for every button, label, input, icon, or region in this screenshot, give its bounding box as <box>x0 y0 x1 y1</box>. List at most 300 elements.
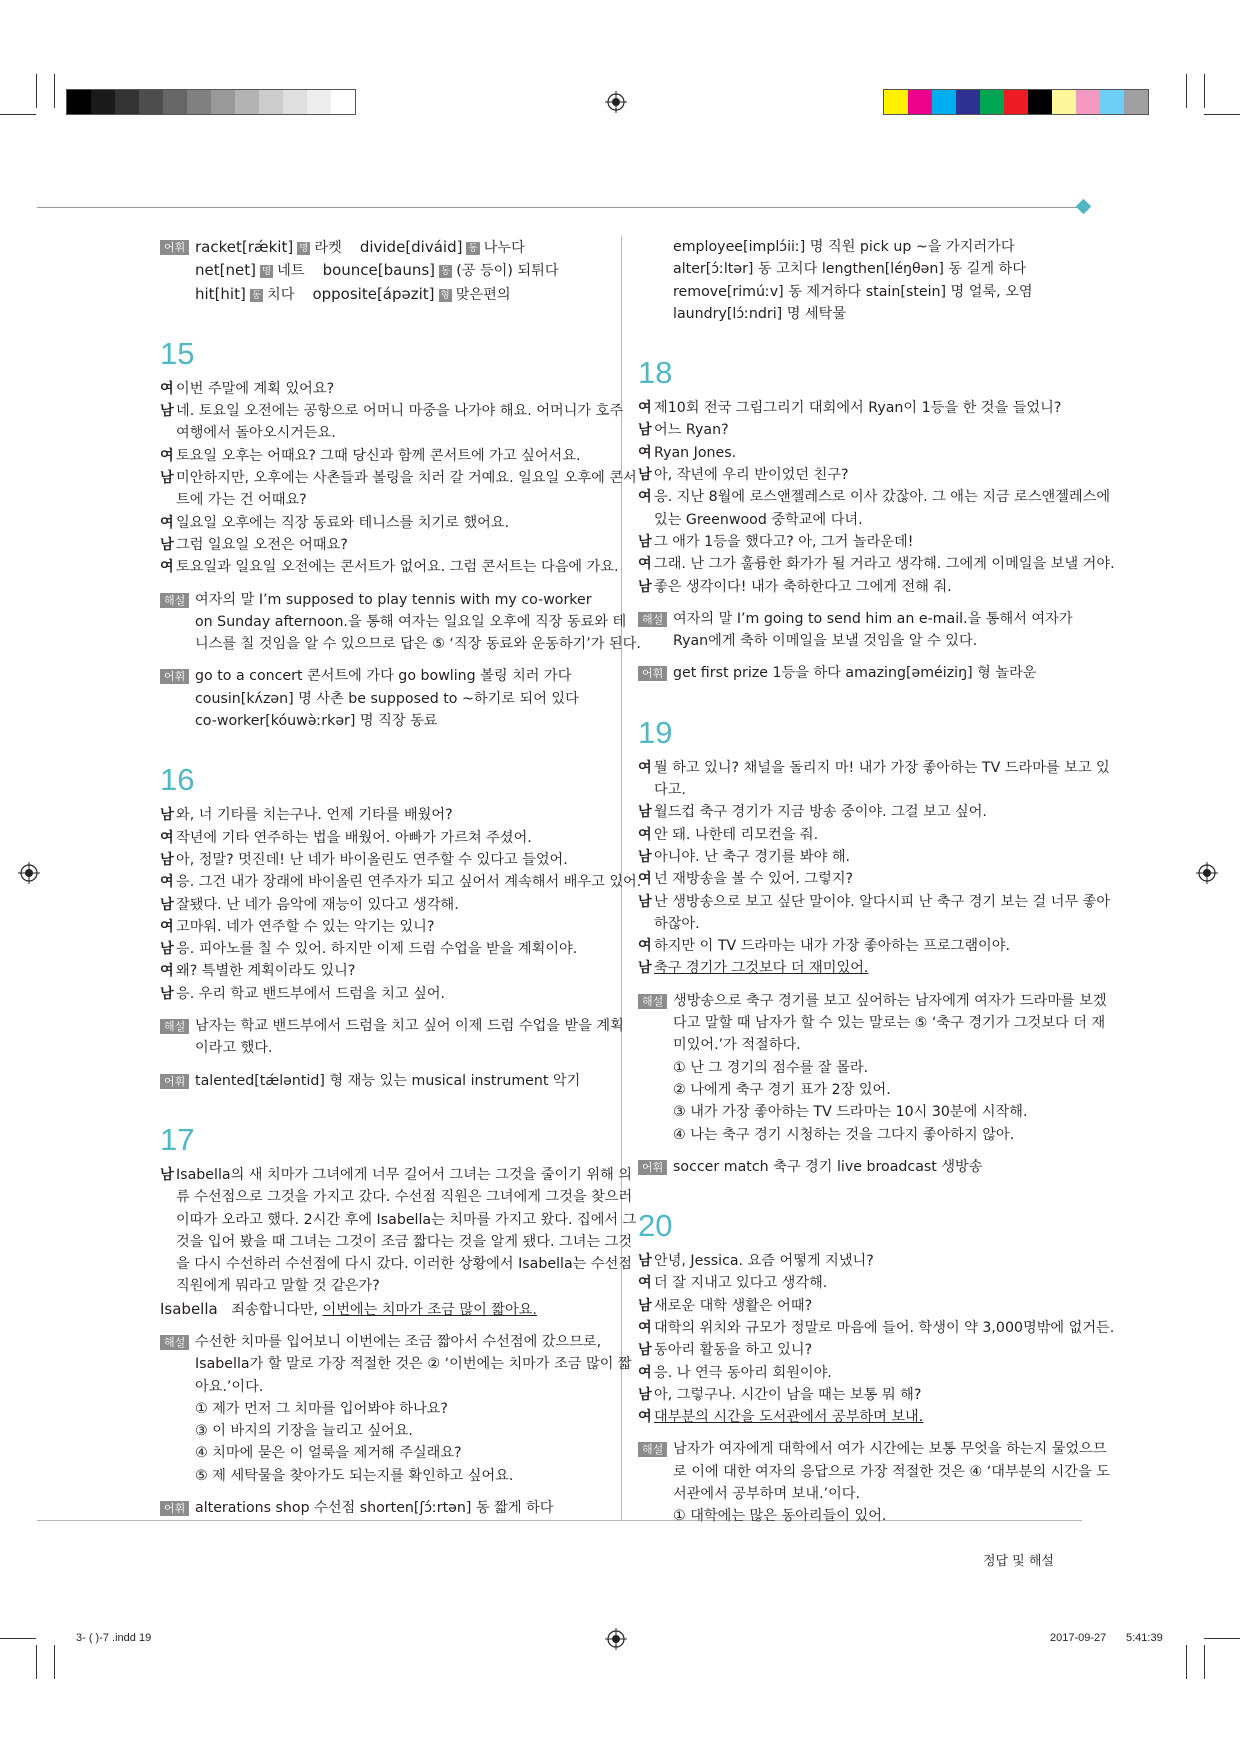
dialogue-line <box>638 757 1110 779</box>
explanation-line <box>160 633 641 655</box>
dialogue-text: 있는 Greenwood 중학교에 다녀. <box>654 511 863 528</box>
vocab-ipa: [diváid] <box>405 238 463 256</box>
color-swatch <box>307 90 331 114</box>
vocab-block <box>160 1070 610 1092</box>
color-swatch <box>91 90 115 114</box>
speaker-label: 남 <box>638 804 652 821</box>
dialogue-line <box>160 1275 610 1297</box>
registration-target-icon <box>18 862 40 884</box>
dialogue-text: 직원에게 뭐라고 말할 것 같은가? <box>176 1278 380 1295</box>
color-swatch <box>908 90 932 114</box>
vocab-meaning: 네트 <box>277 263 305 280</box>
registration-target-icon <box>1196 862 1218 884</box>
explanation-line <box>638 1012 1106 1034</box>
dialogue-line <box>638 1272 1088 1294</box>
crop-mark <box>1186 74 1187 108</box>
dialogue-line <box>638 442 1088 464</box>
color-swatch <box>1100 90 1124 114</box>
dialogue-line <box>160 916 610 938</box>
vocab-label: 어휘 <box>160 1501 189 1516</box>
speaker-label: 남 <box>160 1166 174 1183</box>
color-swatch <box>884 90 908 114</box>
vocab-word: hit <box>195 284 215 303</box>
dialogue-text: 와, 너 기타를 치는구나. 언제 기타를 배웠어? <box>176 807 453 824</box>
vocab-ipa: [rǽkit] <box>241 238 294 256</box>
dialogue-text: 이번 주말에 계획 있어요? <box>176 380 335 397</box>
explanation-text: ④ 나는 축구 경기 시청하는 것을 그다지 좋아하지 않아. <box>673 1126 1015 1143</box>
speaker-label: 남 <box>160 536 174 553</box>
speaker-label: 여 <box>160 918 174 935</box>
explanation-text: 남자가 여자에게 대학에서 여가 시간에는 보통 무엇을 하는지 물었으므 <box>673 1441 1107 1458</box>
dialogue-text: 그래. 난 그가 훌륭한 화가가 될 거라고 생각해. 그에게 이메일을 보낼 거야. <box>654 556 1115 573</box>
footer-time: 5:41:39 <box>1126 1632 1163 1644</box>
dialogue <box>638 397 1115 598</box>
speaker-label: 남 <box>638 533 652 550</box>
speaker-label: 여 <box>638 489 652 506</box>
dialogue-line <box>160 1186 633 1208</box>
explanation-label: 해설 <box>160 593 189 608</box>
crop-mark <box>1186 1645 1187 1679</box>
vocab-text: co-worker[kóuwə̀ːrkər] 명 직장 동료 <box>195 713 438 730</box>
explanation-text: ③ 이 바지의 기장을 늘리고 싶어요. <box>195 1423 413 1440</box>
explanation-line <box>638 1057 1088 1079</box>
dialogue-text: 일요일 오후에는 직장 동료와 테니스를 치기로 했어요. <box>176 514 510 531</box>
dialogue <box>160 804 642 1005</box>
color-swatch <box>956 90 980 114</box>
dialogue-line <box>638 913 1088 935</box>
dialogue-line <box>638 846 1088 868</box>
dialogue-text: 대학의 위치와 규모가 정말로 마음에 들어. 학생이 약 3,000명밖에 없거든. <box>654 1319 1115 1336</box>
dialogue-text: 월드컵 축구 경기가 지금 방송 중이야. 그걸 보고 싶어. <box>654 804 987 821</box>
vocab-word: racket <box>195 238 242 256</box>
question-number: 19 <box>638 714 673 750</box>
question-number: 16 <box>160 762 195 798</box>
dialogue-text: 하잖아. <box>654 915 700 932</box>
explanation-text: 남자는 학교 밴드부에서 드럼을 치고 싶어 이제 드럼 수업을 받을 계획 <box>195 1018 624 1035</box>
explanation-line <box>638 1079 1088 1101</box>
explanation-line <box>638 1461 1110 1483</box>
explanation-line <box>638 608 1088 630</box>
vocab-meaning: 치다 <box>267 286 295 303</box>
vocab-line <box>160 710 610 732</box>
vocab-line: laundry[lɔ́ːndri] 명 세탁물 <box>673 305 847 322</box>
footer-file: 3- ( )-7 .indd 19 <box>76 1632 152 1644</box>
dialogue-line <box>160 1231 633 1253</box>
vocab-block <box>638 236 1088 325</box>
explanation-text: 이라고 했다. <box>195 1040 273 1057</box>
dialogue-text: 고마워. 네가 연주할 수 있는 악기는 있니? <box>176 918 435 935</box>
explanation-line <box>638 1438 1107 1460</box>
explanation-line <box>160 589 610 611</box>
vocab-line: alter[ɔ́ːltər] 동 고치다 lengthen[léŋθən] 동 길게 하다 <box>673 261 1026 278</box>
color-swatch <box>187 90 211 114</box>
speaker-label: 여 <box>638 826 652 843</box>
right-column <box>638 236 1115 1528</box>
explanation-line <box>160 611 627 633</box>
vocab-line: employee[implɔ́iiː] 명 직원 pick up ~을 가지러가다 <box>673 239 1015 255</box>
part-of-speech: 형 <box>440 289 450 301</box>
explanation-text: 로 이에 대한 여자의 응답으로 가장 적절한 것은 ④ ‘대부분의 시간을 도 <box>673 1463 1110 1480</box>
dialogue-text: 아, 작년에 우리 반이었던 친구? <box>654 467 849 484</box>
vocab-label: 어휘 <box>638 666 667 681</box>
dialogue-text: 아, 그렇구나. 시간이 남을 때는 보통 뭐 해? <box>654 1386 922 1403</box>
dialogue-text: 뭘 하고 있니? 채널을 돌리지 마! 내가 가장 좋아하는 TV 드라마를 보고 있 <box>654 759 1110 776</box>
color-swatch <box>235 90 259 114</box>
explanation-line <box>638 1505 1088 1527</box>
dialogue-line <box>160 1209 637 1231</box>
header-rule <box>37 207 1085 208</box>
explanation-text: ② 나에게 축구 경기 표가 2장 있어. <box>673 1081 891 1098</box>
color-swatch <box>331 90 355 114</box>
dialogue-line <box>160 827 610 849</box>
dialogue-text: 새로운 대학 생활은 어때? <box>654 1297 813 1314</box>
dialogue-line <box>638 1384 1088 1406</box>
dialogue-line <box>638 891 1111 913</box>
header-diamond-icon <box>1076 199 1092 215</box>
dialogue-text: 그럼 일요일 오전은 어때요? <box>176 536 348 553</box>
speaker-label: 남 <box>638 848 652 865</box>
question-20 <box>638 1208 1115 1528</box>
dialogue-text: 아니야. 난 축구 경기를 봐야 해. <box>654 848 851 865</box>
explanation <box>160 1015 624 1060</box>
vocab-line <box>638 662 1088 684</box>
dialogue-line <box>160 467 637 489</box>
dialogue-text: 미안하지만, 오후에는 사촌들과 볼링을 치러 갈 거예요. 일요일 오후에 콘서 <box>176 470 637 487</box>
speaker-label: 여 <box>638 871 652 888</box>
dialogue-text: 좋은 생각이다! 내가 축하한다고 그에게 전해 줘. <box>654 578 952 595</box>
dialogue-line <box>638 1317 1115 1339</box>
question-18 <box>638 355 1115 685</box>
dialogue-line <box>160 556 619 578</box>
speaker-label: 남 <box>160 470 174 487</box>
speaker-label: 남 <box>638 1297 652 1314</box>
question-16 <box>160 762 642 1092</box>
crop-mark <box>1204 114 1240 115</box>
dialogue-text: 이따가 오라고 했다. 2시간 후에 Isabella는 치마를 가지고 왔다. 집에서 그 <box>176 1211 637 1228</box>
explanation-text: 아요.’이다. <box>195 1378 264 1395</box>
dialogue <box>638 757 1111 958</box>
vocab-text: soccer match 축구 경기 live broadcast 생방송 <box>673 1158 983 1175</box>
vocab-ipa: [hit] <box>214 284 246 303</box>
dialogue-text: 여행에서 돌아오시거든요. <box>176 425 336 442</box>
dialogue-text: 토요일 오후는 어때요? 그때 당신과 함께 콘서트에 가고 싶어서요. <box>176 447 581 464</box>
dialogue-line <box>638 509 1088 531</box>
color-swatch <box>980 90 1004 114</box>
explanation-line <box>638 1101 1088 1123</box>
vocab-block <box>160 1497 610 1519</box>
explanation-line <box>160 1353 632 1375</box>
dialogue-line <box>160 1164 633 1186</box>
dialogue-text: 응. 피아노를 칠 수 있어. 하지만 이제 드럼 수업을 받을 계획이야. <box>176 941 578 958</box>
dialogue-line <box>638 935 1088 957</box>
part-of-speech: 동 <box>468 243 478 254</box>
crop-mark <box>0 114 36 115</box>
dialogue-line <box>160 804 610 826</box>
speaker-label: 여 <box>638 1319 652 1336</box>
dialogue-text: 동아리 활동을 하고 있니? <box>654 1342 813 1359</box>
part-of-speech: 동 <box>441 266 451 278</box>
question-19 <box>638 714 1111 1178</box>
vocab-line <box>160 665 610 687</box>
vocab-label: 어휘 <box>160 240 189 255</box>
footer-date: 2017-09-27 <box>1050 1632 1107 1644</box>
dialogue-line <box>160 378 610 400</box>
question-15 <box>160 335 641 732</box>
vocab-line <box>160 688 610 710</box>
part-of-speech: 명 <box>299 243 309 254</box>
question-number: 20 <box>638 1208 673 1244</box>
speaker-label: 여 <box>160 963 174 980</box>
dialogue-text: 류 수선점으로 그것을 가지고 갔다. 수선점 직원은 그녀에게 그것을 찾으러 <box>176 1189 633 1206</box>
vocab-line <box>160 1497 610 1519</box>
vocab-word: net <box>195 261 220 280</box>
answer-underlined: 이번에는 치마가 조금 많이 짧아요. <box>322 1301 537 1318</box>
explanation-text: Isabella가 할 말로 가장 적절한 것은 ② ‘이번에는 치마가 조금 많이 짧 <box>195 1356 632 1373</box>
explanation-text: 다고 말할 때 남자가 할 수 있는 말로는 ⑤ ‘축구 경기가 그것보다 더 재 <box>673 1015 1106 1032</box>
explanation-line <box>160 1420 610 1442</box>
crop-mark <box>36 74 37 108</box>
speaker-label: Isabella <box>160 1299 218 1318</box>
dialogue-line <box>638 868 1088 890</box>
explanation-text: ① 제가 먼저 그 치마를 입어봐야 하나요? <box>195 1400 448 1417</box>
speaker-label: 남 <box>160 941 174 958</box>
explanation-text: on Sunday afternoon.을 통해 여자는 일요일 오후에 직장 동료와 테 <box>195 613 627 630</box>
dialogue-text: 아, 정말? 멋진데! 난 네가 바이올린도 연주할 수 있다고 들었어. <box>176 851 568 868</box>
speaker-label: 여 <box>638 1364 652 1381</box>
dialogue-line <box>160 489 610 511</box>
dialogue-text: 응. 지난 8월에 로스앤젤레스로 이사 갔잖아. 그 애는 지금 로스앤젤레스에 <box>654 489 1111 506</box>
crop-mark <box>54 1645 55 1679</box>
explanation-line <box>160 1376 610 1398</box>
explanation <box>160 1331 632 1487</box>
vocab-block <box>638 662 1088 684</box>
dialogue-text: Ryan Jones. <box>654 444 737 461</box>
vocab-meaning: (공 등이) 되튀다 <box>456 263 559 280</box>
crop-mark <box>1204 1645 1205 1679</box>
speaker-label: 남 <box>638 1342 652 1359</box>
speaker-label: 여 <box>638 1409 652 1426</box>
speaker-label: 남 <box>160 851 174 868</box>
color-swatch <box>283 90 307 114</box>
part-of-speech: 명 <box>261 266 272 278</box>
explanation-text: 여자의 말 I’m supposed to play tennis with my co-worker <box>195 591 592 608</box>
dialogue-line <box>638 576 1088 598</box>
dialogue-line <box>638 464 1088 486</box>
page-label: 정답 및 해설 <box>982 1554 1054 1569</box>
explanation-text: 생방송으로 축구 경기를 보고 싶어하는 남자에게 여자가 드라마를 보겠 <box>673 992 1107 1009</box>
part-of-speech: 동 <box>251 289 262 301</box>
question-number: 17 <box>160 1121 195 1157</box>
speaker-label: 여 <box>638 938 652 955</box>
vocab-text: alterations shop 수선점 shorten[ʃɔ́ːrtən] 동 짧게 하다 <box>195 1500 554 1517</box>
explanation-line <box>638 990 1107 1012</box>
vocab-meaning: 라켓 <box>314 240 342 256</box>
crop-mark <box>54 74 55 108</box>
explanation <box>638 1438 1110 1527</box>
speaker-label: 여 <box>160 447 174 464</box>
crop-mark <box>36 1645 37 1679</box>
dialogue-text: 난 생방송으로 보고 싶단 말이야. 알다시피 난 축구 경기 보는 걸 너무 좋아 <box>654 893 1111 910</box>
dialogue-line <box>160 422 610 444</box>
color-swatch <box>932 90 956 114</box>
dialogue-text: 것을 입어 봤을 때 그녀는 그것이 조금 짧다는 것을 알게 됐다. 그녀는 그것 <box>176 1233 633 1250</box>
dialogue-line <box>638 553 1115 575</box>
color-swatch <box>115 90 139 114</box>
color-swatch <box>1076 90 1100 114</box>
dialogue-text: 더 잘 지내고 있다고 생각해. <box>654 1275 828 1292</box>
answer-line <box>638 1406 1088 1428</box>
dialogue-line <box>638 531 1088 553</box>
vocab-block <box>638 1156 1088 1178</box>
explanation-line <box>160 1398 610 1420</box>
speaker-label: 여 <box>638 556 652 573</box>
dialogue-text: 어느 Ryan? <box>654 422 729 439</box>
dialogue-line <box>160 894 610 916</box>
question-number: 15 <box>160 335 195 371</box>
dialogue-text: 작년에 기타 연주하는 법을 배웠어. 아빠가 가르쳐 주셨어. <box>176 829 532 846</box>
explanation-label: 해설 <box>638 994 667 1009</box>
speaker-label: 남 <box>160 896 174 913</box>
dialogue-text: 다고. <box>654 782 686 799</box>
speaker-label: 여 <box>638 444 652 461</box>
dialogue-line <box>160 938 610 960</box>
dialogue-text: 잘됐다. 난 네가 음악에 재능이 있다고 생각해. <box>176 896 459 913</box>
dialogue <box>638 1250 1115 1406</box>
color-swatch <box>1124 90 1148 114</box>
explanation-text: ① 난 그 경기의 점수를 잘 몰라. <box>673 1059 869 1076</box>
vocab-text: go to a concert 콘서트에 가다 go bowling 볼링 치러 가다 <box>195 668 572 685</box>
grayscale-color-bar <box>66 89 356 115</box>
vocab-line <box>160 1070 610 1092</box>
dialogue-text: 안녕, Jessica. 요즘 어떻게 지냈니? <box>654 1253 874 1270</box>
vocab-block <box>160 236 610 306</box>
answer-underlined: 대부분의 시간을 도서관에서 공부하며 보내. <box>654 1409 924 1426</box>
vocab-line <box>638 1156 1088 1178</box>
answer-line <box>160 1298 610 1321</box>
explanation-line <box>160 1015 624 1037</box>
speaker-label: 남 <box>638 960 652 977</box>
explanation <box>638 608 1088 653</box>
vocab-text: talented[tǽləntid] 형 재능 있는 musical instrument 악기 <box>195 1072 581 1089</box>
color-swatch <box>1004 90 1028 114</box>
explanation-line <box>160 1037 610 1059</box>
speaker-label: 남 <box>160 807 174 824</box>
explanation-text: 미있어.’가 적절하다. <box>673 1037 801 1054</box>
dialogue-line <box>638 486 1111 508</box>
speaker-label: 여 <box>638 400 652 417</box>
explanation-text: 여자의 말 I’m going to send him an e-mail.을 통해서 여자가 <box>673 610 1073 627</box>
dialogue-line <box>638 801 1088 823</box>
dialogue-line <box>638 1339 1088 1361</box>
dialogue-text: 트에 가는 건 어때요? <box>176 492 307 509</box>
dialogue-text: 그 애가 1등을 했다고? 아, 그거 놀라운데! <box>654 533 914 550</box>
explanation-line <box>638 1124 1088 1146</box>
speaker-label: 여 <box>160 874 174 891</box>
dialogue-text: 응. 우리 학교 밴드부에서 드럼을 치고 싶어. <box>176 985 446 1002</box>
dialogue-text: 넌 재방송을 볼 수 있어. 그렇지? <box>654 871 854 888</box>
speaker-label: 남 <box>638 1386 652 1403</box>
vocab-block <box>160 665 610 732</box>
dialogue-text: 응. 나 연극 동아리 회원이야. <box>654 1364 832 1381</box>
explanation-label: 해설 <box>638 612 667 627</box>
explanation-text: 니스를 칠 것임을 알 수 있으므로 답은 ⑤ ‘직장 동료와 운동하기’가 된다. <box>195 636 641 653</box>
speaker-label: 여 <box>160 559 174 576</box>
vocab-word: divide <box>359 238 406 256</box>
speaker-label: 남 <box>638 467 652 484</box>
explanation-text: ⑤ 제 세탁물을 찾아가도 되는지를 확인하고 싶어요. <box>195 1467 514 1484</box>
dialogue-text: 하지만 이 TV 드라마는 내가 가장 좋아하는 프로그램이야. <box>654 938 1010 955</box>
question-17 <box>160 1121 637 1519</box>
speaker-label: 남 <box>160 985 174 1002</box>
explanation-line <box>160 1331 610 1353</box>
explanation-label: 해설 <box>160 1335 189 1350</box>
explanation-line <box>638 630 1088 652</box>
dialogue <box>160 378 637 579</box>
speaker-label: 여 <box>638 1275 652 1292</box>
explanation <box>160 589 641 656</box>
dialogue-line <box>160 445 610 467</box>
dialogue-text: 을 다시 수선하러 수선점에 다시 갔다. 이러한 상황에서 Isabella는 수선점 <box>176 1256 633 1273</box>
explanation-text: 수선한 치마를 입어보니 이번에는 조금 짧아서 수선점에 갔으므로, <box>195 1333 602 1350</box>
vocab-label: 어휘 <box>160 669 189 684</box>
color-swatch <box>1052 90 1076 114</box>
answer-underlined: 축구 경기가 그것보다 더 재미있어. <box>654 960 869 977</box>
dialogue-line <box>160 512 610 534</box>
dialogue-text: 네. 토요일 오전에는 공항으로 어머니 마중을 나가야 해요. 어머니가 호주 <box>176 403 624 420</box>
speaker-label: 여 <box>160 829 174 846</box>
vocab-text: cousin[kʌ́zən] 명 사촌 be supposed to ~하기로 되어 있다 <box>195 690 579 707</box>
explanation-line <box>638 1034 1088 1056</box>
vocab-line <box>160 259 610 282</box>
dialogue-line <box>638 1362 1088 1384</box>
registration-target-icon <box>605 1628 627 1650</box>
explanation <box>638 990 1107 1146</box>
explanation-text: 서관에서 공부하며 보내.’이다. <box>673 1486 861 1503</box>
registration-target-icon <box>605 91 627 113</box>
color-swatch <box>139 90 163 114</box>
explanation-text: ③ 내가 가장 좋아하는 TV 드라마는 10시 30분에 시작해. <box>673 1104 1028 1121</box>
vocab-line: remove[rimúːv] 동 제거하다 stain[stein] 명 얼룩, 오염 <box>673 283 1033 300</box>
crop-mark <box>0 1638 36 1639</box>
vocab-ipa: [net] <box>219 261 256 280</box>
left-column <box>160 236 642 1519</box>
dialogue-line <box>160 400 624 422</box>
explanation-text: ① 대학에는 많은 동아리들이 있어. <box>673 1508 887 1525</box>
vocab-text: get first prize 1등을 하다 amazing[əméiziŋ] 형 놀라운 <box>673 665 1037 682</box>
vocab-ipa: [ápəzit] <box>376 284 435 303</box>
dialogue-text: Isabella의 새 치마가 그녀에게 너무 길어서 그녀는 그것을 줄이기 위해 의 <box>176 1166 633 1183</box>
dialogue-line <box>160 983 610 1005</box>
dialogue-line <box>638 419 1088 441</box>
explanation-label: 해설 <box>638 1442 667 1457</box>
dialogue-line <box>160 849 610 871</box>
dialogue-text: 안 돼. 나한테 리모컨을 줘. <box>654 826 819 843</box>
dialogue-line <box>160 1253 633 1275</box>
vocab-word: bounce <box>322 261 378 280</box>
speaker-label: 여 <box>638 759 652 776</box>
vocab-line <box>160 283 610 306</box>
dialogue-text: 왜? 특별한 계획이라도 있니? <box>176 963 356 980</box>
speaker-label: 남 <box>638 1253 652 1270</box>
vocab-meaning: 나누다 <box>483 240 525 256</box>
color-swatch <box>163 90 187 114</box>
speaker-label: 남 <box>638 422 652 439</box>
dialogue <box>160 1164 637 1298</box>
vocab-meaning: 맞은편의 <box>455 286 511 303</box>
color-swatch <box>211 90 235 114</box>
speaker-label: 남 <box>638 893 652 910</box>
speaker-label: 여 <box>160 514 174 531</box>
